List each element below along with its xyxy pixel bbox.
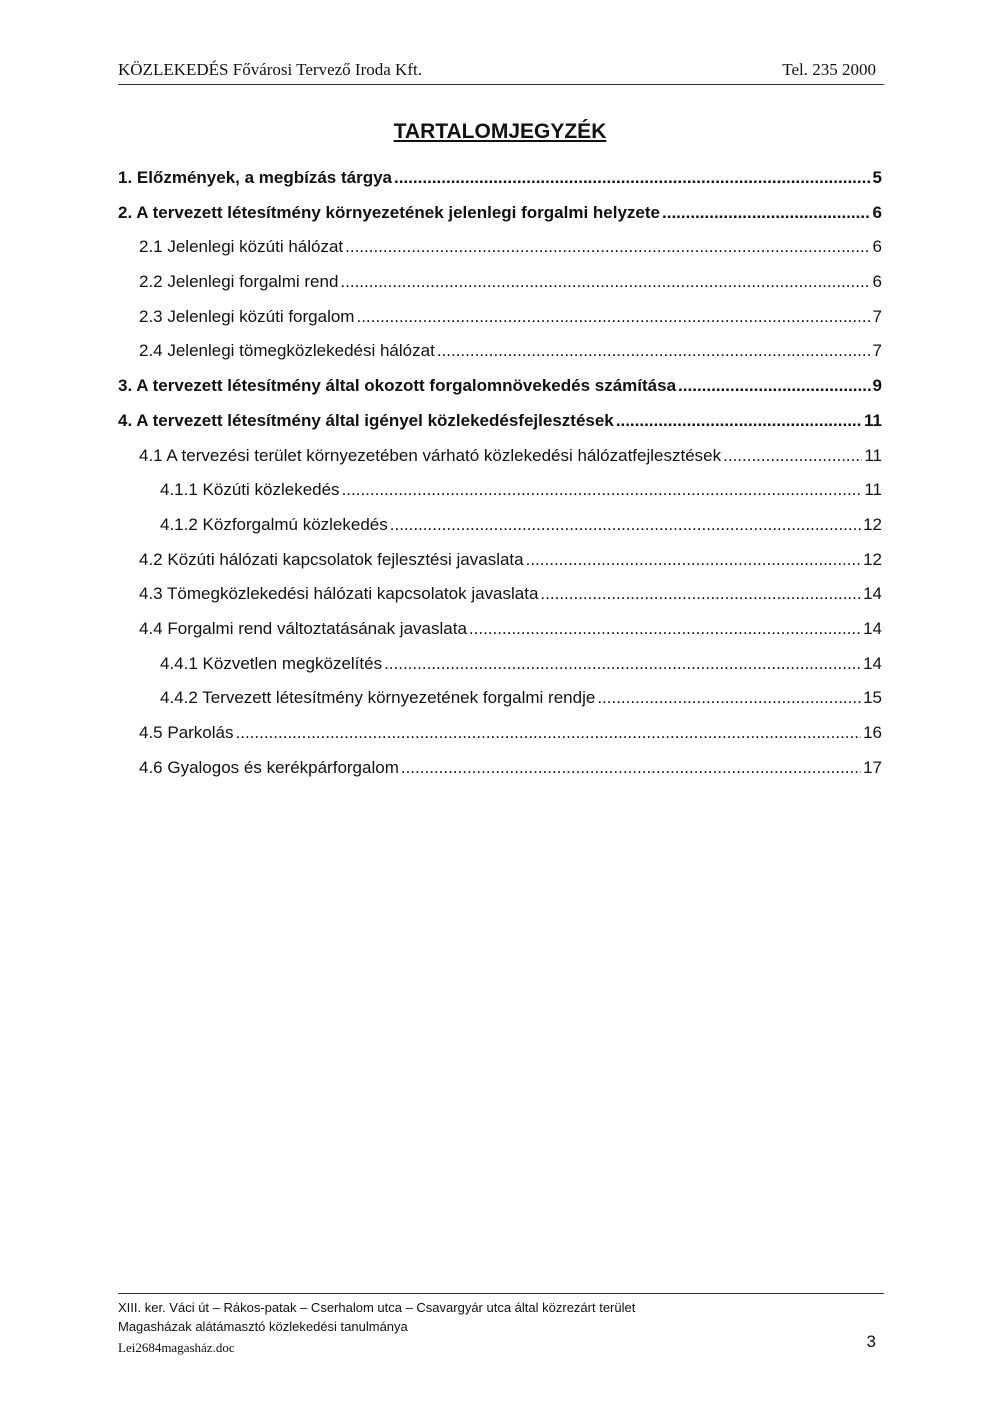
toc-entry-label: 4.3 Tömegközlekedési hálózati kapcsolatok javaslata [139,584,539,604]
toc-entry-page: 12 [863,514,882,534]
toc-entry[interactable] [118,584,882,619]
toc-entry[interactable] [118,480,882,515]
toc-entry[interactable] [118,376,882,411]
toc-entry-page: 14 [863,584,882,604]
toc-entry-label: 4.4 Forgalmi rend változtatásának javaslata [139,618,467,638]
toc-entry-label: 4.5 Parkolás [139,723,234,742]
toc-entry-label: 2.2 Jelenlegi forgalmi rend [139,272,339,292]
toc-dot-leader [526,550,861,570]
toc-entry-label: 4.6 Gyalogos és kerékpárforgalom [139,757,399,777]
toc-dot-leader [345,237,870,257]
toc-entry-page: 14 [863,653,882,673]
toc-entry-page: 9 [872,376,882,396]
toc-entry-page: 17 [863,757,882,777]
toc-dot-leader [469,619,861,639]
toc-entry[interactable] [118,758,882,793]
toc-entry-page: 16 [863,723,882,742]
toc-dot-leader [342,480,863,500]
phone-number: Tel. 235 2000 [782,60,876,79]
toc-dot-leader [390,515,861,535]
toc-entry[interactable] [118,341,882,376]
toc-entry[interactable] [118,237,882,272]
table-of-contents [118,168,882,792]
toc-entry[interactable] [118,723,882,758]
toc-entry-label: 4.2 Közúti hálózati kapcsolatok fejlesztési javaslata [139,549,524,569]
toc-entry[interactable] [118,654,882,689]
toc-title: TARTALOMJEGYZÉK [393,120,607,143]
toc-dot-leader [597,688,861,708]
toc-dot-leader [384,654,861,674]
toc-entry-page: 11 [864,410,882,430]
toc-entry[interactable] [118,550,882,585]
toc-entry-label: 2.4 Jelenlegi tömegközlekedési hálózat [139,341,435,361]
toc-dot-leader [401,758,861,778]
toc-dot-leader [394,168,871,188]
toc-entry-page: 6 [872,202,882,222]
toc-entry-label: 1. Előzmények, a megbízás tárgya [118,168,393,187]
toc-entry-page: 11 [864,445,882,465]
toc-entry[interactable] [118,203,882,238]
toc-entry-page: 6 [872,272,882,292]
toc-entry-label: 4.1 A tervezési terület környezetében várható közlekedési hálózatfejlesztések [139,445,722,465]
toc-entry-label: 2.1 Jelenlegi közúti hálózat [139,237,344,257]
toc-entry[interactable] [118,515,882,550]
page-footer [118,1293,884,1356]
toc-dot-leader [340,272,870,292]
toc-entry-page: 15 [863,688,882,708]
toc-entry-page: 7 [872,341,882,361]
footer-location: XIII. ker. Váci út – Rákos-patak – Cserhalom utca – Csavargyár utca által közrezárt terület [118,1300,636,1315]
toc-dot-leader [356,307,870,327]
toc-entry-label: 4. A tervezett létesítmény által igényel közlekedésfejlesztések [118,410,614,430]
toc-entry[interactable] [118,411,882,446]
toc-entry[interactable] [118,446,882,481]
toc-dot-leader [723,446,862,466]
toc-dot-leader [437,341,871,361]
toc-entry[interactable] [118,688,882,723]
toc-entry-label: 3. A tervezett létesítmény által okozott forgalomnövekedés számítása [118,376,677,396]
page-header [118,58,884,85]
toc-entry-page: 11 [864,480,882,500]
toc-entry-label: 4.4.1 Közvetlen megközelítés [160,653,383,673]
toc-entry-page: 5 [872,168,882,187]
toc-entry-label: 2. A tervezett létesítmény környezetének jelenlegi forgalmi helyzete [118,202,660,222]
toc-dot-leader [678,376,870,396]
toc-dot-leader [540,584,861,604]
footer-study-title: Magasházak alátámasztó közlekedési tanulmánya [118,1319,408,1334]
toc-entry-page: 12 [863,549,882,569]
toc-entry[interactable] [118,307,882,342]
footer-filename: Lei2684magasház.doc [118,1340,235,1355]
page-number: 3 [866,1332,876,1351]
toc-entry-label: 4.4.2 Tervezett létesítmény környezetének forgalmi rendje [160,688,596,708]
toc-entry[interactable] [118,272,882,307]
toc-entry-label: 2.3 Jelenlegi közúti forgalom [139,306,355,326]
toc-dot-leader [236,723,862,743]
toc-entry-page: 6 [872,237,882,257]
toc-dot-leader [616,411,862,431]
toc-entry-page: 7 [872,306,882,326]
toc-entry[interactable] [118,168,882,203]
toc-entry-label: 4.1.2 Közforgalmú közlekedés [160,514,388,534]
company-name: KÖZLEKEDÉS Fővárosi Tervező Iroda Kft. [118,60,422,79]
toc-entry-label: 4.1.1 Közúti közlekedés [160,480,340,500]
toc-dot-leader [662,203,871,223]
toc-entry[interactable] [118,619,882,654]
toc-entry-page: 14 [863,618,882,638]
